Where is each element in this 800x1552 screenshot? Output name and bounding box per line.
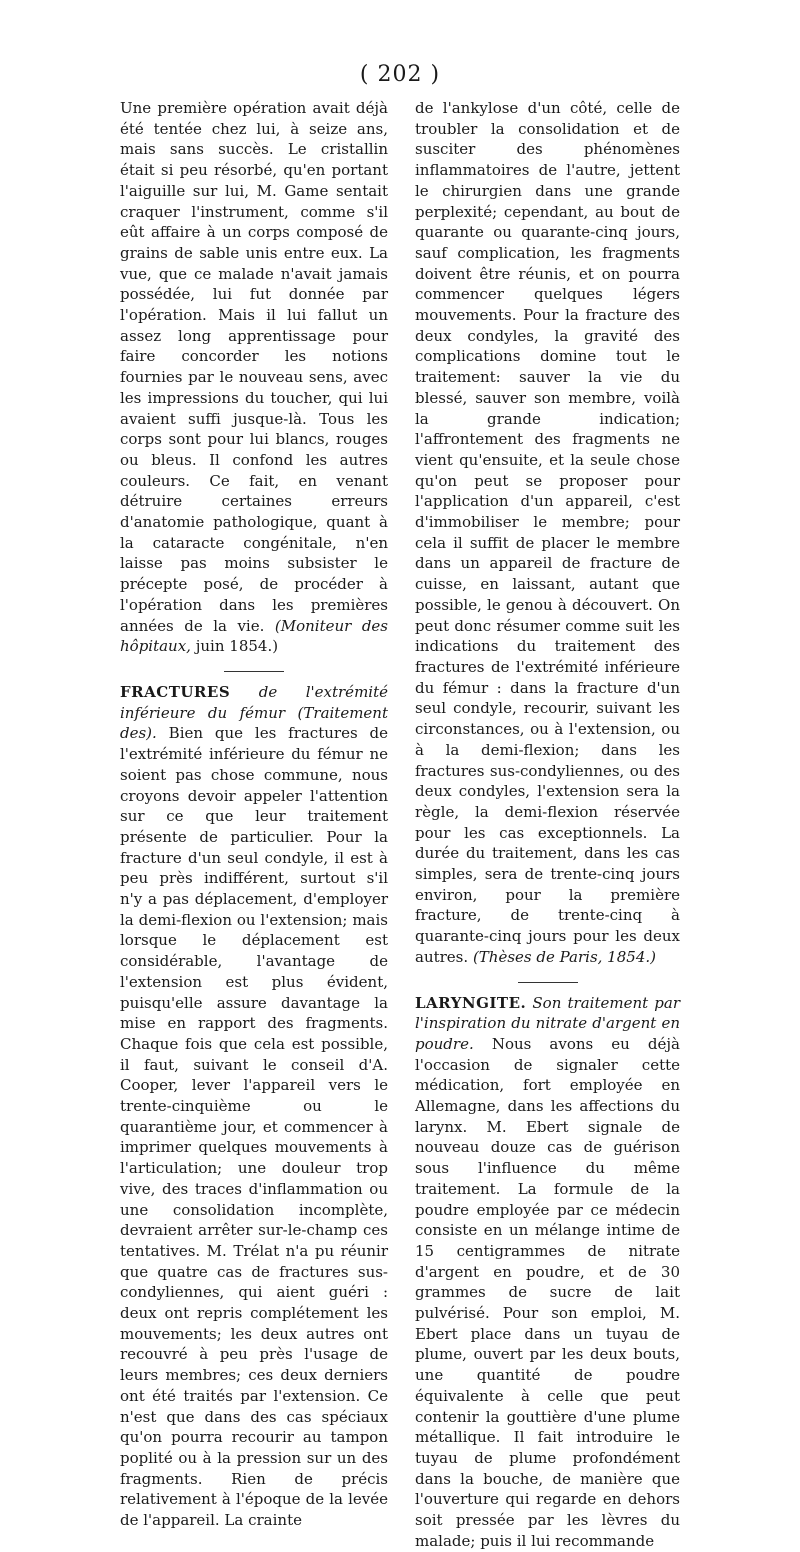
cataract-paragraph: [120, 98, 388, 657]
laryngite-subtitle: Son traitement par l'inspiration du nitrate d'argent en poudre.: [415, 993, 680, 1053]
right-column: [415, 98, 680, 1552]
fractures-continued-paragraph: [415, 98, 680, 968]
fractures-source: (Thèses de Paris, 1854.): [472, 947, 656, 966]
fractures-continued-text: de l'ankylose d'un côté, celle de troubler la consolidation et de susciter des phénomènes inflammatoires de l'autre, jettent le chirurgien dans une grande perplexité; cependant, au bout de quarante ou quarante-cinq jours, sauf complication, les fragments doivent être réunis, et on pourra commencer quelques légers mouvements. Pour la fracture des deux condyles, la gravité des complications domine tout le traitement: sauver la vie du blessé, sauver son membre, voilà la grande indication; l'affrontement des fragments ne vient qu'ensuite, et la seule chose qu'on peut se proposer pour l'application d'un appareil, c'est d'immobiliser le membre; pour cela il suffit de placer le membre dans un appareil de fracture de cuisse, en laissant, autant que possible, le genou à découvert. On peut donc résumer comme suit les indications du traitement des fractures de l'extrémité inférieure du fémur : dans la fracture d'un seul condyle, recourir, suivant les circonstances, ou à l'extension, ou à la demi-flexion; dans les fractures sus-condyliennes, ou des deux condyles, l'extension sera la règle, la demi-flexion réservée pour les cas exceptionnels. La durée du traitement, dans les cas simples, sera de trente-cinq jours environ, pour la première fracture, de trente-cinq à quarante-cinq jours pour les deux autres.: [415, 99, 680, 966]
page-number: ( 202 ): [359, 62, 441, 87]
fractures-paragraph: [120, 682, 388, 1531]
section-divider: [224, 671, 284, 672]
cataract-text: Une première opération avait déjà été tentée chez lui, à seize ans, mais sans succès. Le cristallin était si peu résorbé, qu'en portant l'aiguille sur lui, M. Game sentait craquer l'instrument, comme s'il eût affaire à un corps composé de grains de sable unis entre eux. La vue, que ce malade n'avait jamais possédée, lui fut donnée par l'opération. Mais il lui fallut un assez long apprentissage pour faire concorder les notions fournies par le nouveau sens, avec les impressions du toucher, qui lui avaient suffi jusque-là. Tous les corps sont pour lui blancs, rouges ou bleus. Il confond les autres couleurs. Ce fait, en venant détruire certaines erreurs d'anatomie pathologique, quant à la cataracte congénitale, n'en laisse pas moins subsister le précepte posé, de procéder à l'opération dans les premières années de la vie.: [120, 99, 388, 635]
fractures-title: FRACTURES: [120, 682, 231, 701]
laryngite-text: Nous avons eu déjà l'occasion de signaler cette médication, fort employée en Allemagne, dans les affections du larynx. M. Ebert signale de nouveau douze cas de guérison sous l'influence du même traitement. La formule de la poudre employée par ce médecin consiste en un mélange intime de 15 centigrammes de nitrate d'argent en poudre, et de 30 grammes de sucre de lait pulvérisé. Pour son emploi, M. Ebert place dans un tuyau de plume, ouvert par les deux bouts, une quantité de poudre équivalente à celle que peut contenir la gouttière d'une plume métallique. Il fait introduire le tuyau de plume profondément dans la bouche, de manière que l'ouverture qui regarde en dehors soit pressée par les lèvres du malade; puis il lui recommande: [415, 1034, 680, 1550]
laryngite-paragraph: [415, 993, 680, 1552]
cataract-date: juin 1854.): [195, 637, 279, 656]
section-divider: [518, 982, 578, 983]
fractures-text: Bien que les fractures de l'extrémité inférieure du fémur ne soient pas chose commune, nous croyons devoir appeler l'attention sur ce que leur traitement présente de particulier. Pour la fracture d'un seul condyle, il est à peu près indifférent, surtout s'il n'y a pas déplacement, d'employer la demi-flexion ou l'extension; mais lorsque le déplacement est considérable, l'avantage de l'extension est plus évident, puisqu'elle assure davantage la mise en rapport des fragments. Chaque fois que cela est possible, il faut, suivant le conseil d'A. Cooper, lever l'appareil vers le trente-cinquième ou le quarantième jour, et commencer à imprimer quelques mouvements à l'articulation; une douleur trop vive, des traces d'inflammation ou une consolidation incomplète, devraient arrêter sur-le-champ ces tentatives. M. Trélat n'a pu réunir que quatre cas de fractures sus-condyliennes, qui aient guéri : deux ont repris complétement les mouvements; les deux autres ont recouvré à peu près l'usage de leurs membres; ces deux derniers ont été traités par l'extension. Ce n'est que dans des cas spéciaux qu'on pourra recourir au tampon poplité ou à la pression sur un des fragments. Rien de précis relativement à l'époque de la levée de l'appareil. La crainte: [120, 724, 388, 1530]
fractures-subtitle: de l'extrémité inférieure du fémur (Traitement des).: [120, 682, 388, 743]
cataract-source: (Moniteur des hôpitaux,: [120, 616, 388, 656]
left-column: [120, 98, 388, 1531]
laryngite-title: LARYNGITE.: [415, 993, 527, 1012]
